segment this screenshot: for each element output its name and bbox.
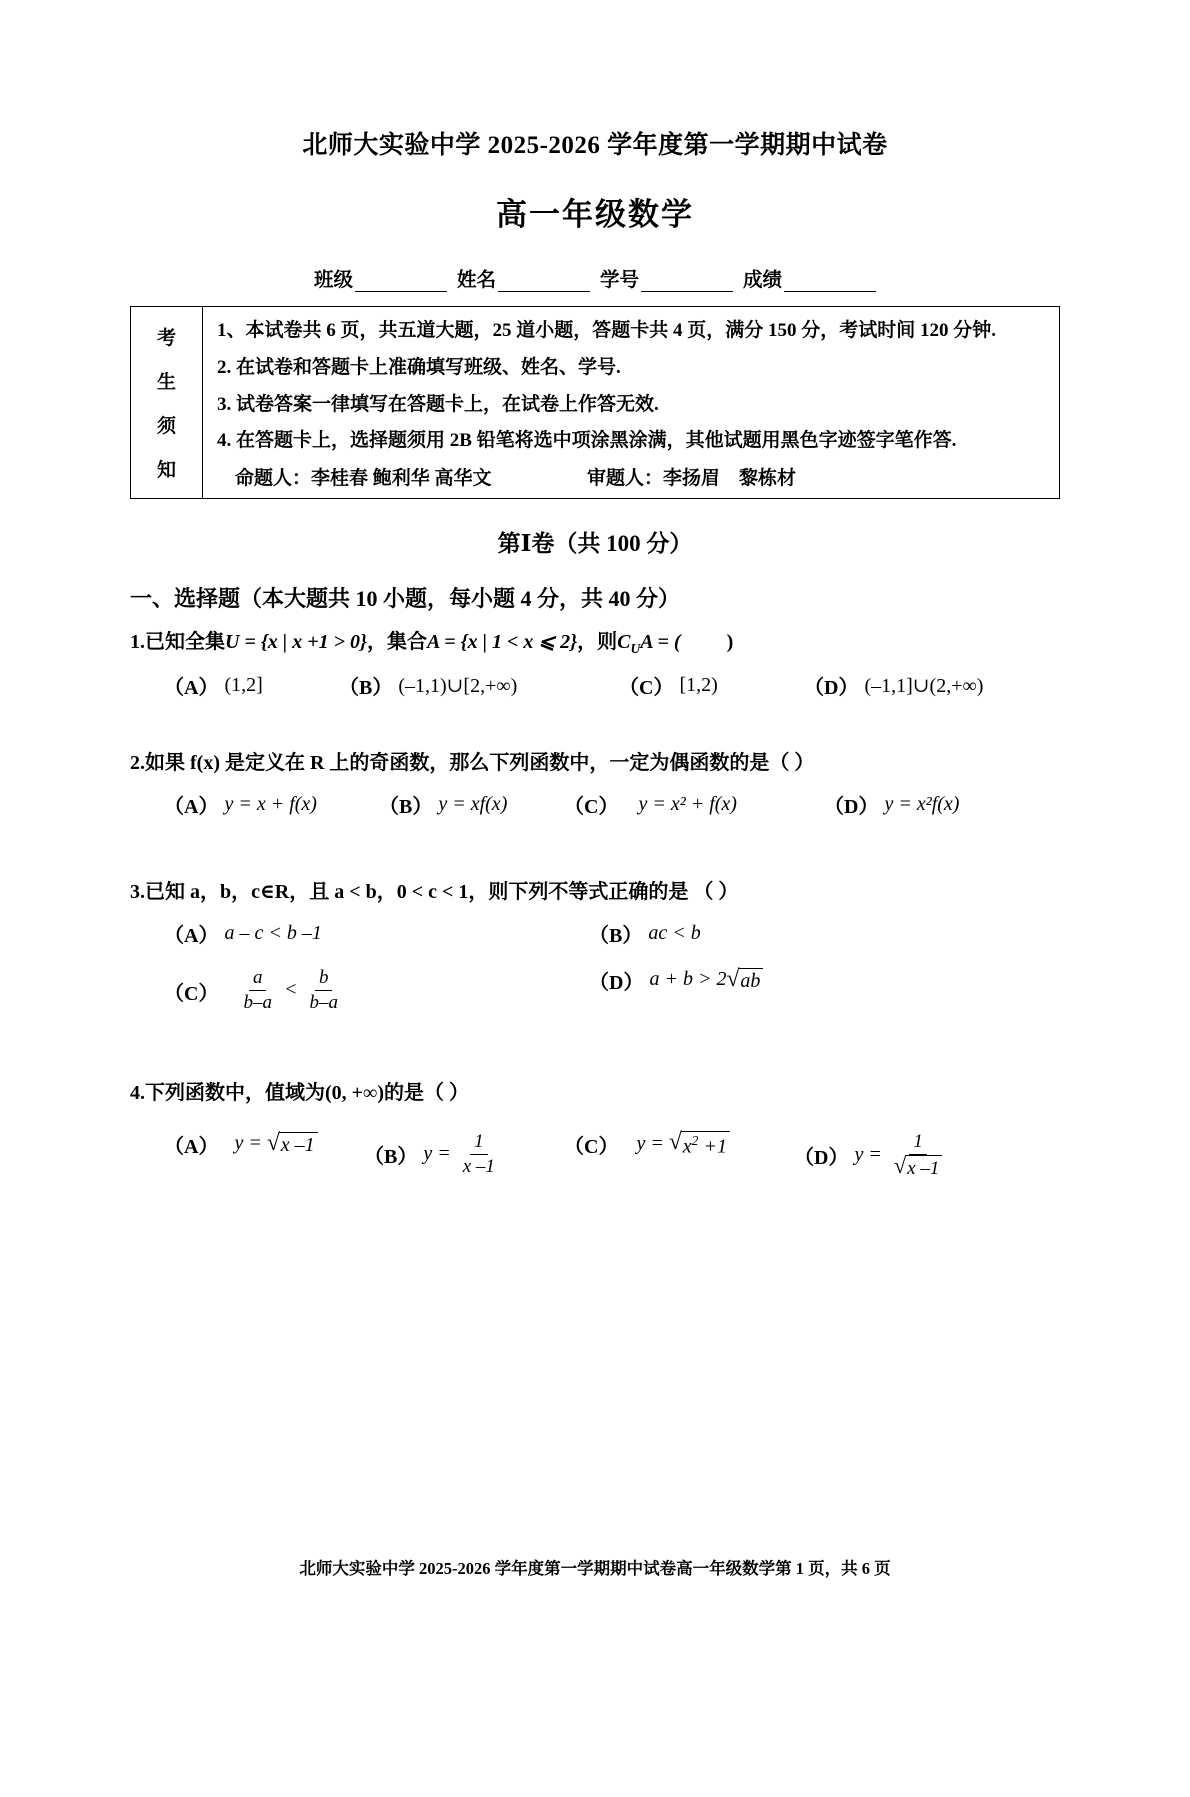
question-4-option-a[interactable] xyxy=(164,1130,364,1159)
question-3-number: 3. xyxy=(130,881,145,904)
question-4-stem xyxy=(130,1078,1060,1108)
question-1-option-d[interactable] xyxy=(804,671,983,700)
option-tag: （A） xyxy=(164,796,219,819)
option-tag: （D） xyxy=(794,1147,849,1170)
option-text: y = x + f(x) xyxy=(224,793,317,816)
option-text: y = $\frac{1}{x -1}$ xyxy=(423,1130,495,1177)
question-1-set-a: A = {x | 1 < x ⩽ 2} xyxy=(426,631,578,654)
option-tag: （D） xyxy=(824,796,879,819)
notice-label-char-3: 须 xyxy=(156,416,176,438)
question-1-close-paren: ) xyxy=(726,631,734,654)
volume-title: 第Ⅰ卷（共 100 分） xyxy=(497,531,693,557)
question-3-option-c[interactable] xyxy=(164,966,589,1015)
question-1-stem-prefix: 已知全集 xyxy=(145,631,225,654)
option-text: (1,2] xyxy=(224,674,263,697)
notice-label-char-2: 生 xyxy=(156,372,176,394)
option-text: y = xf(x) xyxy=(438,793,508,816)
notice-item-3: 3. 试卷答案一律填写在答题卡上，在试卷上作答无效. xyxy=(217,393,659,415)
question-1 xyxy=(130,627,1060,700)
credits-row xyxy=(217,463,1045,492)
identity-field-score xyxy=(743,264,876,292)
question-1-option-c[interactable] xyxy=(619,671,804,700)
option-tag: （A） xyxy=(164,1135,219,1158)
option-tag: （B） xyxy=(339,677,393,700)
option-text: y = √ $x^2 +1$ xyxy=(636,1131,730,1159)
identity-field-class xyxy=(314,264,447,292)
question-3-options-row-1 xyxy=(130,919,1060,948)
option-text: (–1,1)∪[2,+∞) xyxy=(398,675,518,698)
question-1-option-a[interactable] xyxy=(164,671,339,700)
option-text: $\frac{a}{b-a}$ < $\frac{b}{b-a}$ xyxy=(243,967,338,1014)
question-1-stem xyxy=(130,627,1060,659)
question-3-option-d[interactable] xyxy=(589,966,763,995)
question-2 xyxy=(130,748,1060,819)
identity-blank-class[interactable] xyxy=(355,275,447,292)
identity-blank-studentid[interactable] xyxy=(641,275,733,292)
question-4-options xyxy=(130,1130,1060,1181)
notice-body xyxy=(203,307,1059,498)
question-2-number: 2. xyxy=(130,752,145,775)
question-3-stem xyxy=(130,877,1060,907)
page-title: 北师大实验中学 2025-2026 学年度第一学期期中试卷 xyxy=(302,132,888,159)
option-text: y = x²f(x) xyxy=(884,793,960,816)
option-tag: （C） xyxy=(564,796,619,819)
notice-item-4: 4. 在答题卡上，选择题须用 2B 铅笔将选中项涂黑涂满，其他试题用黑色字迹签字笔作答. xyxy=(217,430,957,452)
option-tag: （A） xyxy=(164,925,219,948)
question-3-option-b[interactable] xyxy=(589,919,701,948)
option-text: y = 1 √ x –1 xyxy=(854,1130,949,1181)
option-tag: （D） xyxy=(589,972,644,995)
notice-box xyxy=(130,306,1060,499)
identity-blank-score[interactable] xyxy=(784,275,876,292)
identity-label-score: 成绩 xyxy=(743,270,783,291)
question-4-option-c[interactable] xyxy=(564,1130,794,1159)
option-text: (–1,1]∪(2,+∞) xyxy=(864,675,984,698)
option-text: a + b > 2 √ ab xyxy=(649,968,763,993)
option-text: ac < b xyxy=(648,922,701,945)
question-1-options xyxy=(130,671,1060,700)
question-1-stem-mid: ，集合 xyxy=(366,631,427,654)
question-3-stem-text: 已知 a，b，c∈R，且 a < b，0 < c < 1，则下列不等式正确的是 （ ） xyxy=(145,881,739,904)
question-1-complement-subscript: U xyxy=(630,641,641,657)
page-footer: 北师大实验中学 2025-2026 学年度第一学期期中试卷高一年级数学第 1 页，共 6 页 xyxy=(299,1559,891,1578)
reviewer-line: 审题人：李扬眉 黎栋材 xyxy=(587,468,797,490)
option-tag: （A） xyxy=(164,677,219,700)
option-tag: （D） xyxy=(804,677,859,700)
option-tag: （B） xyxy=(364,1146,418,1169)
notice-label-char-4: 知 xyxy=(156,460,176,482)
identity-line xyxy=(130,264,1060,292)
question-4-stem-text: 下列函数中，值域为(0, +∞)的是（ ） xyxy=(145,1081,469,1104)
notice-label-column xyxy=(131,307,203,498)
question-4-option-b[interactable] xyxy=(364,1130,564,1179)
question-2-option-a[interactable] xyxy=(164,790,379,819)
question-1-stem-tail: ，则 xyxy=(577,631,618,654)
option-text: [1,2) xyxy=(679,674,718,697)
question-2-options xyxy=(130,790,1060,819)
identity-label-class: 班级 xyxy=(313,270,353,291)
question-3 xyxy=(130,877,1060,1015)
question-2-option-d[interactable] xyxy=(824,790,959,819)
author-line: 命题人：李桂春 鲍利华 高华文 xyxy=(235,468,492,490)
option-text: y = x² + f(x) xyxy=(638,793,737,816)
section-title-choice: 一、选择题（本大题共 10 小题，每小题 4 分，共 40 分） xyxy=(130,586,681,612)
question-4-option-d[interactable] xyxy=(794,1130,949,1181)
question-1-number: 1. xyxy=(130,631,145,654)
page-subtitle: 高一年级数学 xyxy=(496,197,694,232)
question-2-option-c[interactable] xyxy=(564,790,824,819)
question-1-option-b[interactable] xyxy=(339,671,619,700)
option-tag: （C） xyxy=(619,677,674,700)
question-3-option-a[interactable] xyxy=(164,919,589,948)
question-1-universal-set: U = {x | x +1 > 0} xyxy=(225,631,367,654)
option-tag: （B） xyxy=(589,925,643,948)
question-3-options-row-2 xyxy=(130,966,1060,1015)
question-4 xyxy=(130,1078,1060,1181)
option-tag: （B） xyxy=(379,796,433,819)
identity-field-studentid xyxy=(600,264,733,292)
question-1-complement-symbol: C xyxy=(617,631,631,654)
notice-item-2: 2. 在试卷和答题卡上准确填写班级、姓名、学号. xyxy=(217,356,621,378)
exam-page xyxy=(0,125,1190,1797)
identity-label-studentid: 学号 xyxy=(600,270,640,291)
option-text: a – c < b –1 xyxy=(224,922,322,945)
question-2-option-b[interactable] xyxy=(379,790,564,819)
notice-label-char-1: 考 xyxy=(156,328,176,350)
identity-label-name: 姓名 xyxy=(456,270,496,291)
question-4-number: 4. xyxy=(130,1081,145,1104)
identity-field-name xyxy=(457,264,590,292)
notice-item-1: 1、本试卷共 6 页，共五道大题，25 道小题，答题卡共 4 页，满分 150 分，考试时间 120 分钟. xyxy=(217,320,997,341)
option-tag: （C） xyxy=(564,1135,619,1158)
option-tag: （C） xyxy=(164,982,219,1005)
question-1-complement-expr: A = ( xyxy=(640,631,681,654)
option-text: y = √ x –1 xyxy=(234,1132,317,1157)
question-2-stem xyxy=(130,748,1060,778)
identity-blank-name[interactable] xyxy=(498,275,590,292)
question-2-stem-text: 如果 f(x) 是定义在 R 上的奇函数，那么下列函数中，一定为偶函数的是（ ） xyxy=(145,752,815,775)
